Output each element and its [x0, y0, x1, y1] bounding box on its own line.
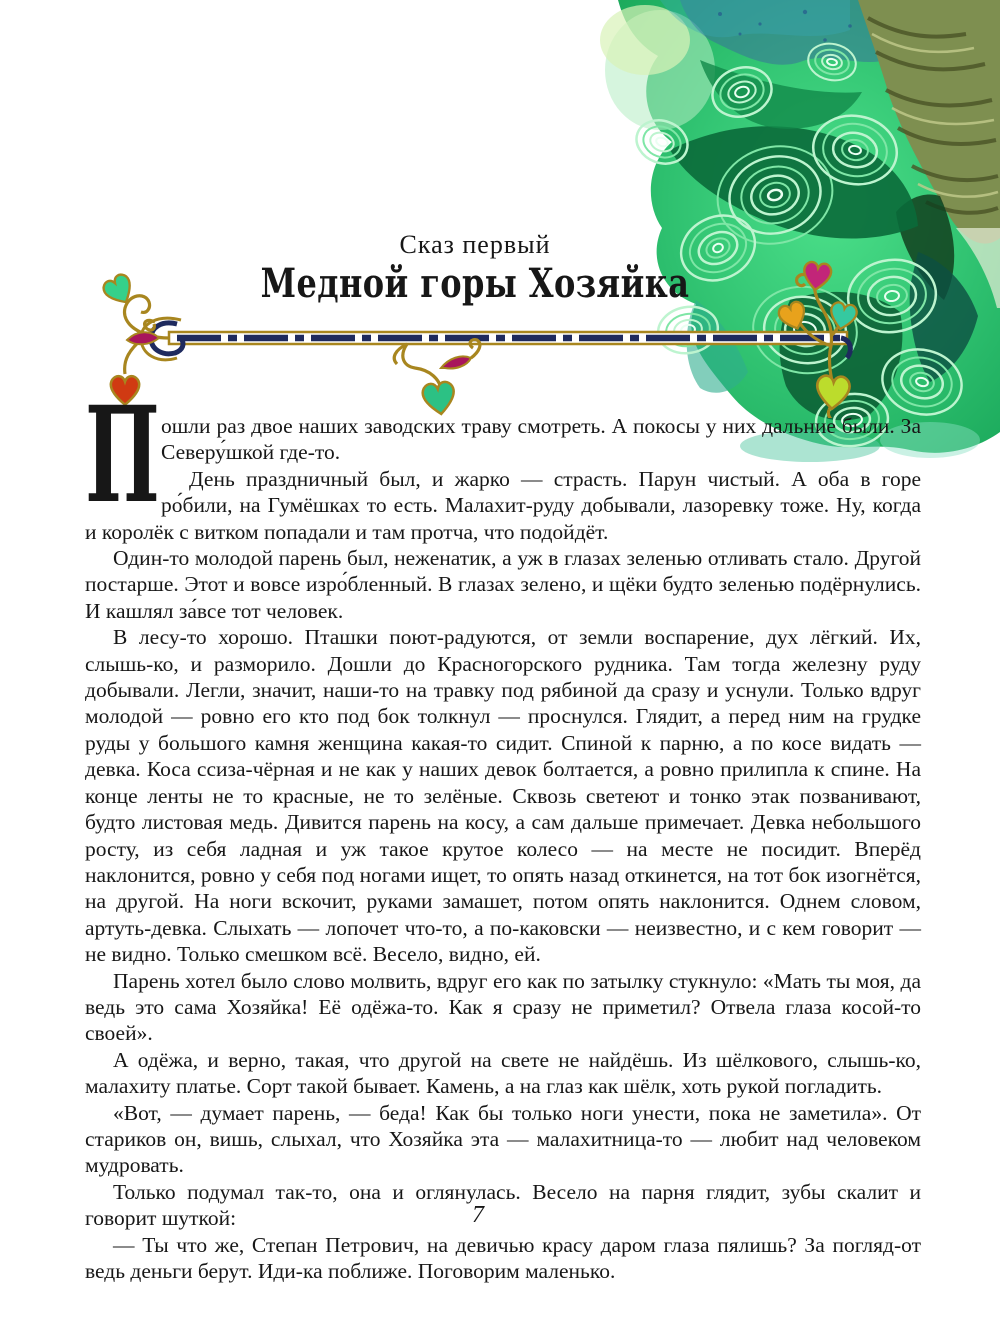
paragraph: Один-то молодой парень был, неженатик, а уж в глазах зеленью отливать стало. Другой постарше. Этот и вовсе изро́бленный. В глазах зелено, и щёки будто зеленью подёрнулись. И кашлял за́все тот человек.	[85, 546, 921, 623]
green-heart-icon	[101, 272, 138, 309]
paragraph: Парень хотел было слово молвить, вдруг его как по затылку стукнуло: «Мать ты моя, да ведь это сама Хозяйка! Её одёжа-то. Как я сразу не приметил? Отвела глаза косой-то своей».	[85, 968, 921, 1046]
paragraph: — Ты что же, Степан Петрович, на девичью красу даром глаза пялишь? За погляд-от ведь деньги берут. Иди-ка поближе. Поговорим маленько.	[85, 1232, 921, 1283]
green-heart-icon	[422, 381, 457, 416]
story-title: Медной горы Хозяйка	[260, 260, 690, 307]
crimson-leaf-icon	[127, 332, 159, 344]
story-text	[85, 378, 921, 1284]
ornamental-divider	[85, 258, 875, 418]
paragraph: В лесу-то хорошо. Пташки поют-радуются, от земли воспарение, дух лёгкий. Их, слышь-ко, и разморило. Дошли до Красногорского рудника. Там тогда железну руду добывали. Легли, значит, наши-то на травку под рябиной да сразу и уснули. Только вдруг молодой — ровно его кто под бок толкнул — проснулся. Глядит, а перед ним на грудке руды у большого камня женщина какая-то сидит. Спиной к парню, а по косе видать — девка. Коса ссиза-чёрная и не как у наших девок болтается, а ровно прилипла к спине. На конце ленты не то красные, не то зелёные. Сквозь светеют и тонко этак позванивают, будто листовая медь. Дивится парень на косу, а сам дальше примечает. Девка небольшого росту, из себя ладная и уж такое крутое колесо — на месте не посидит. Вперёд наклонится, ровно у себя под ногами ищет, то опять назад откинется, на тот бок изогнётся, на другой. На ноги вскочит, руками замашет, потом опять наклонится. Однем словом, артуть-девка. Слыхать — лопочет что-то, а по-каковски — неизвестно, и с кем говорит — не видно. Только смешком всё. Весело, видно, ей.	[85, 625, 921, 967]
paragraph-text: ошли раз двое наших заводских траву смотреть. А покосы у них дальние были. За Северу́шкой где-то.	[161, 414, 921, 465]
paragraph: «Вот, — думает парень, — беда! Как бы только ноги унести, пока не заметила». От стариков он, вишь, слыхал, что Хозяйка эта — малахитница-то — любит над человеком мудровать.	[85, 1100, 921, 1178]
crimson-leaf-icon	[441, 356, 471, 368]
paragraph: А одёжа, и верно, такая, что другой на свете не найдёшь. Из шёлкового, слышь-ко, малахиту платье. Сорт такой бывает. Камень, а на глаз как шёлк, хоть рукой погладить.	[85, 1047, 921, 1099]
divider-bar	[141, 318, 850, 360]
drop-cap: П	[85, 378, 160, 533]
page-number: 7	[472, 1202, 484, 1228]
chartreuse-heart-icon	[816, 375, 851, 410]
teal-heart-icon	[828, 301, 858, 332]
paragraph: День праздничный был, и жарко — страсть. Парун чистый. А оба в горе ро́били, на Гумёшках то есть. Малахит-руду добывали, лазоревку тоже. Ну, когда и королёк с витком попадали и там протча, что подойдёт.	[85, 466, 921, 544]
paragraph: Только подумал так-то, она и оглянулась. Весело на парня глядит, зубы скалит и говорит шуткой:	[85, 1179, 921, 1231]
middle-vine-ornament	[394, 340, 480, 417]
story-part-label: Сказ первый	[399, 230, 551, 259]
magenta-heart-icon	[802, 261, 833, 292]
